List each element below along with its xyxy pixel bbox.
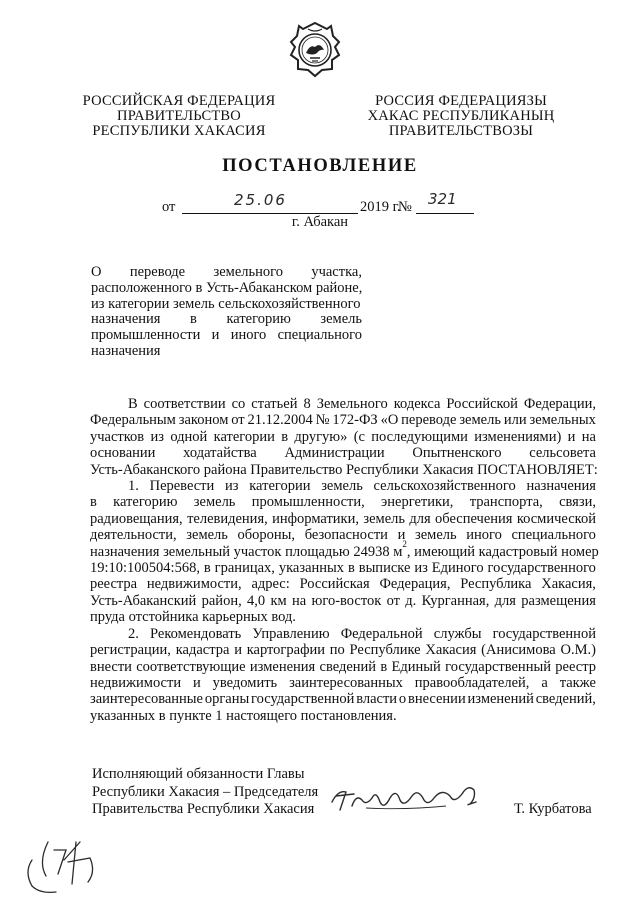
body-word: для bbox=[494, 592, 516, 609]
body-line bbox=[90, 538, 599, 560]
header-line: ПРАВИТЕЛЬСТВО bbox=[117, 108, 241, 124]
body-word: ходатайства bbox=[183, 445, 257, 462]
body-word: иного bbox=[466, 527, 502, 544]
body-word: изменениями) bbox=[474, 428, 562, 445]
body-word: а bbox=[541, 674, 548, 691]
body-word: другую» bbox=[294, 428, 348, 445]
body-word: на bbox=[581, 428, 596, 445]
header-line: РОССИЯ ФЕДЕРАЦИЯЗЫ bbox=[375, 93, 547, 109]
body-word: Усть-Абаканский bbox=[90, 592, 197, 609]
body-word: основании bbox=[90, 445, 156, 462]
header-russian bbox=[74, 94, 284, 139]
body-word: обороны, bbox=[237, 527, 296, 544]
subject-word: назначения bbox=[91, 311, 161, 328]
body-word: сельсовета bbox=[529, 445, 596, 462]
body-word: Федеральным bbox=[90, 412, 176, 429]
body-word: км bbox=[270, 592, 287, 609]
body-word: соответствии bbox=[143, 396, 226, 412]
body-word: Единого bbox=[431, 560, 484, 577]
body-word: транспорта, bbox=[469, 494, 543, 511]
subject-word: промышленности bbox=[91, 327, 201, 344]
body-word: информатики, bbox=[272, 510, 359, 527]
body-word: Земельного bbox=[316, 396, 388, 412]
subject-line bbox=[91, 281, 362, 297]
body-word: 172-ФЗ bbox=[332, 412, 378, 429]
subject-word: из категории земель сельскохозяйственного bbox=[91, 295, 361, 312]
subject-word: земель bbox=[320, 311, 362, 328]
body-line bbox=[90, 429, 596, 445]
body-word: Единый bbox=[391, 658, 441, 675]
body-word: заинтересованных bbox=[289, 674, 403, 691]
body-word: Перевести bbox=[149, 478, 215, 495]
body-word: уведомить bbox=[212, 674, 278, 691]
body-line bbox=[90, 478, 596, 494]
body-word: недвижимости, bbox=[146, 576, 242, 593]
body-word: от bbox=[231, 412, 245, 429]
document-body bbox=[90, 396, 599, 724]
body-line bbox=[90, 593, 596, 609]
body-word: правообладателей, bbox=[414, 674, 530, 691]
subject-word: категорию bbox=[226, 311, 291, 328]
body-word: Курганная, bbox=[421, 592, 490, 609]
area-unit-superscript: 2 bbox=[402, 538, 407, 549]
body-word: адрес: bbox=[251, 576, 290, 593]
date-prefix: от bbox=[162, 199, 176, 215]
body-word: для bbox=[409, 510, 431, 527]
subject-word: участка, bbox=[311, 264, 362, 280]
body-word: внести bbox=[90, 658, 132, 675]
header-line: ХАКАС РЕСПУБЛИКАНЫҢ bbox=[367, 108, 555, 124]
body-line: пруда отстойника карьерных вод. bbox=[90, 609, 296, 626]
body-word: связи, bbox=[559, 494, 596, 511]
body-word: «О bbox=[380, 412, 399, 429]
body-word: Федерации, bbox=[523, 396, 596, 412]
body-word: границах, bbox=[214, 560, 275, 577]
handwritten-initials bbox=[18, 832, 102, 898]
body-word: со bbox=[231, 396, 246, 412]
subject-word: расположенного в Усть-Абаканском районе, bbox=[91, 279, 363, 296]
body-word: регистрации, bbox=[90, 642, 171, 659]
body-word: в bbox=[380, 658, 388, 675]
body-word: и bbox=[397, 527, 406, 544]
body-word: картографии bbox=[246, 642, 325, 659]
body-word: выписке bbox=[358, 560, 411, 577]
body-word: 21.12.2004 bbox=[247, 412, 313, 429]
body-word: переводе bbox=[401, 412, 457, 429]
body-line bbox=[90, 576, 596, 592]
body-word: 19:10:100504:568, bbox=[90, 560, 200, 577]
body-word: последующими bbox=[371, 428, 468, 445]
body-word: службы bbox=[433, 625, 482, 642]
subject-word: О bbox=[91, 264, 102, 280]
city-line: г. Абакан bbox=[291, 214, 349, 230]
body-line bbox=[90, 527, 596, 543]
body-word: кадастра bbox=[175, 642, 230, 659]
subject-word: назначения bbox=[91, 342, 161, 359]
signatory-position bbox=[92, 766, 318, 819]
body-word: № bbox=[315, 412, 330, 429]
body-word: в bbox=[90, 494, 97, 511]
subject-line bbox=[91, 265, 362, 281]
body-word: внесении bbox=[407, 691, 466, 708]
body-word: сведений, bbox=[535, 691, 596, 708]
subject-word: и bbox=[211, 327, 220, 344]
body-line: Усть-Абаканского района Правительство Республики Хакасия ПОСТАНОВЛЯЕТ: bbox=[90, 461, 598, 478]
document-title: ПОСТАНОВЛЕНИЕ bbox=[222, 156, 418, 176]
body-word: Федерация, bbox=[379, 576, 451, 593]
body-word: участков bbox=[90, 428, 145, 445]
body-word: юго-восток bbox=[311, 592, 382, 609]
body-word: статьей bbox=[251, 396, 298, 412]
body-line bbox=[90, 675, 596, 691]
header-line: ПРАВИТЕЛЬСТВОЗЫ bbox=[388, 123, 534, 139]
body-word: земельных bbox=[529, 412, 596, 429]
signatory-name: Т. Курбатова bbox=[514, 801, 592, 817]
subject-line bbox=[91, 328, 362, 344]
body-word: кодекса bbox=[393, 396, 441, 412]
body-word: телевидения, bbox=[187, 510, 268, 527]
body-word: Хакасия, bbox=[541, 576, 596, 593]
body-word: Республике bbox=[349, 642, 421, 659]
body-word: реестр bbox=[555, 658, 596, 675]
body-word: из bbox=[225, 478, 239, 495]
body-line bbox=[90, 691, 596, 707]
body-word: одной bbox=[170, 428, 208, 445]
body-word: район, bbox=[201, 592, 242, 609]
subject-word: переводе bbox=[129, 264, 186, 280]
body-line bbox=[90, 445, 596, 461]
body-line bbox=[90, 396, 596, 412]
area-text: назначения земельный участок площадью 24938 м bbox=[90, 543, 403, 560]
number-sign: № bbox=[398, 199, 412, 215]
body-word: государственный bbox=[445, 658, 551, 675]
body-word: земель bbox=[193, 494, 236, 511]
body-line bbox=[90, 642, 596, 658]
body-line bbox=[90, 494, 596, 510]
subject-word: иного bbox=[230, 327, 267, 344]
body-word: земель bbox=[363, 510, 405, 527]
body-word: О.М.) bbox=[560, 642, 596, 659]
body-line bbox=[90, 412, 596, 428]
body-word: специального bbox=[511, 527, 596, 544]
body-word: и bbox=[234, 642, 242, 659]
subject-word: земельного bbox=[213, 264, 283, 280]
body-word: 4,0 bbox=[247, 592, 266, 609]
body-word: 1. bbox=[128, 478, 139, 495]
body-word: В bbox=[128, 396, 138, 412]
body-word: Хакасия bbox=[425, 642, 477, 659]
handwritten-date: 25.06 bbox=[234, 191, 287, 209]
subject-line bbox=[91, 344, 362, 360]
body-word: земель bbox=[321, 478, 363, 495]
body-word: указанных bbox=[278, 560, 345, 577]
signatory-line: Правительства Республики Хакасия bbox=[92, 801, 315, 817]
body-word: назначения bbox=[526, 478, 596, 495]
handwritten-number: 321 bbox=[428, 190, 457, 208]
date-year: 2019 г. bbox=[360, 199, 401, 215]
body-word: размещения bbox=[521, 592, 596, 609]
body-word: сведений bbox=[319, 658, 377, 675]
body-word: соответствующие bbox=[136, 658, 246, 675]
body-word: в bbox=[281, 428, 289, 445]
body-word: недвижимости bbox=[90, 674, 182, 691]
body-line: указанных в пункте 1 настоящего постановления. bbox=[90, 707, 397, 724]
body-word: Рекомендовать bbox=[150, 625, 242, 642]
body-line bbox=[90, 511, 596, 527]
body-word: безопасности bbox=[304, 527, 388, 544]
body-word: по bbox=[329, 642, 345, 659]
body-word: космической bbox=[516, 510, 596, 527]
body-word: изменений bbox=[467, 691, 534, 708]
body-word: заинтересованные bbox=[90, 691, 203, 708]
body-word: Российская bbox=[299, 576, 370, 593]
body-word: власти bbox=[356, 691, 398, 708]
header-khakas bbox=[346, 94, 576, 139]
body-line bbox=[90, 659, 596, 675]
body-word: государственной bbox=[251, 691, 355, 708]
body-word: обеспечения bbox=[435, 510, 513, 527]
body-word: деятельности, bbox=[90, 527, 177, 544]
body-word: изменения bbox=[249, 658, 316, 675]
body-word: в bbox=[347, 560, 355, 577]
signatory-line: Исполняющий обязанности Главы bbox=[92, 766, 305, 782]
subject-word: в bbox=[190, 311, 197, 328]
body-word: и bbox=[567, 428, 576, 445]
body-word: государственного bbox=[487, 560, 596, 577]
body-word: о bbox=[398, 691, 407, 708]
body-word: также bbox=[559, 674, 596, 691]
body-word: и bbox=[193, 674, 201, 691]
body-word: органы bbox=[204, 691, 250, 708]
body-word: категорию bbox=[113, 494, 178, 511]
body-word: категории bbox=[213, 428, 275, 445]
subject-line bbox=[91, 312, 362, 328]
body-word: земель bbox=[186, 527, 228, 544]
body-word: радиовещания, bbox=[90, 510, 183, 527]
body-word: из bbox=[150, 428, 164, 445]
signatory-line: Республики Хакасия – Председателя bbox=[92, 783, 319, 800]
body-word: Управлению bbox=[252, 625, 330, 642]
coat-of-arms-icon bbox=[286, 20, 344, 78]
body-word: (Анисимова bbox=[481, 642, 556, 659]
body-word: Опытненского bbox=[412, 445, 502, 462]
body-word: реестра bbox=[90, 576, 138, 593]
body-word: Администрации bbox=[284, 445, 385, 462]
body-word: законом bbox=[178, 412, 229, 429]
body-line bbox=[90, 626, 596, 642]
body-word: сельскохозяйственного bbox=[373, 478, 516, 495]
cadastral-text: , имеющий кадастровый номер bbox=[406, 543, 599, 560]
body-word: Российской bbox=[446, 396, 518, 412]
body-word: из bbox=[414, 560, 428, 577]
body-word: энергетики, bbox=[381, 494, 454, 511]
body-word: или bbox=[503, 412, 527, 429]
body-word: промышленности, bbox=[251, 494, 365, 511]
body-word: категории bbox=[249, 478, 311, 495]
subject-line bbox=[91, 297, 362, 313]
handwritten-signature bbox=[326, 776, 486, 816]
body-word: от bbox=[386, 592, 400, 609]
body-word: 2. bbox=[128, 625, 139, 642]
body-word: государственной bbox=[492, 625, 596, 642]
body-word: Республика bbox=[460, 576, 532, 593]
body-word: 8 bbox=[303, 396, 311, 412]
body-line bbox=[90, 560, 596, 576]
body-word: земель bbox=[414, 527, 457, 544]
body-word: в bbox=[203, 560, 211, 577]
body-word: д. bbox=[405, 592, 417, 609]
body-word: (с bbox=[353, 428, 365, 445]
subject-block bbox=[91, 265, 362, 360]
header-line: РОССИЙСКАЯ ФЕДЕРАЦИЯ bbox=[82, 93, 276, 109]
body-word: земель bbox=[459, 412, 501, 429]
body-word: Федеральной bbox=[340, 625, 423, 642]
body-word: на bbox=[292, 592, 307, 609]
subject-word: специального bbox=[277, 327, 362, 344]
header-line: РЕСПУБЛИКИ ХАКАСИЯ bbox=[92, 123, 266, 139]
